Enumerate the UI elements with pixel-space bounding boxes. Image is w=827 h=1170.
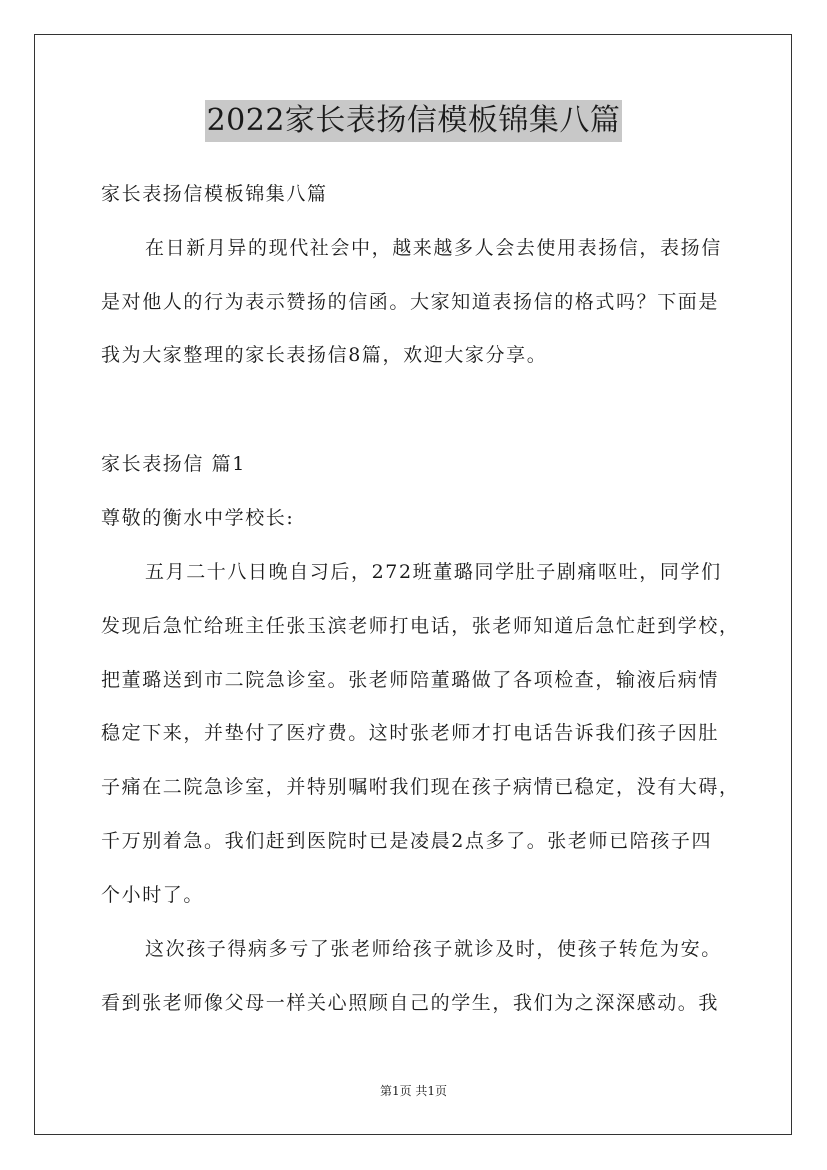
document-subtitle: 家长表扬信模板锦集八篇 [101,183,328,205]
para1-line-1: 五月二十八日晚自习后，272班董璐同学肚子剧痛呕吐，同学们 [145,561,722,583]
para1-line-5: 子痛在二院急诊室，并特别嘱咐我们现在孩子病情已稳定，没有大碍， [101,776,740,798]
document-title: 2022家长表扬信模板锦集八篇 [205,100,623,142]
intro-line-1: 在日新月异的现代社会中，越来越多人会去使用表扬信，表扬信 [145,237,722,259]
intro-line-2: 是对他人的行为表示赞扬的信函。大家知道表扬信的格式吗？下面是 [101,291,720,313]
section-heading: 家长表扬信 篇1 [101,453,246,475]
para1-line-3: 把董璐送到市二院急诊室。张老师陪董璐做了各项检查，输液后病情 [101,669,720,691]
para1-line-4: 稳定下来，并垫付了医疗费。这时张老师才打电话告诉我们孩子因肚 [101,722,720,744]
para2-line-2: 看到张老师像父母一样关心照顾自己的学生，我们为之深深感动。我 [101,992,720,1014]
intro-line-3: 我为大家整理的家长表扬信8篇，欢迎大家分享。 [101,344,548,366]
para1-line-2: 发现后急忙给班主任张玉滨老师打电话，张老师知道后急忙赶到学校， [101,615,740,637]
title-container [0,100,827,142]
page-footer: 第1页 共1页 [379,1084,448,1098]
para1-line-6: 千万别着急。我们赶到医院时已是凌晨2点多了。张老师已陪孩子四 [101,830,713,852]
para1-line-7: 个小时了。 [101,884,205,906]
para2-line-1: 这次孩子得病多亏了张老师给孩子就诊及时，使孩子转危为安。 [145,938,722,960]
salutation: 尊敬的衡水中学校长: [101,507,295,529]
